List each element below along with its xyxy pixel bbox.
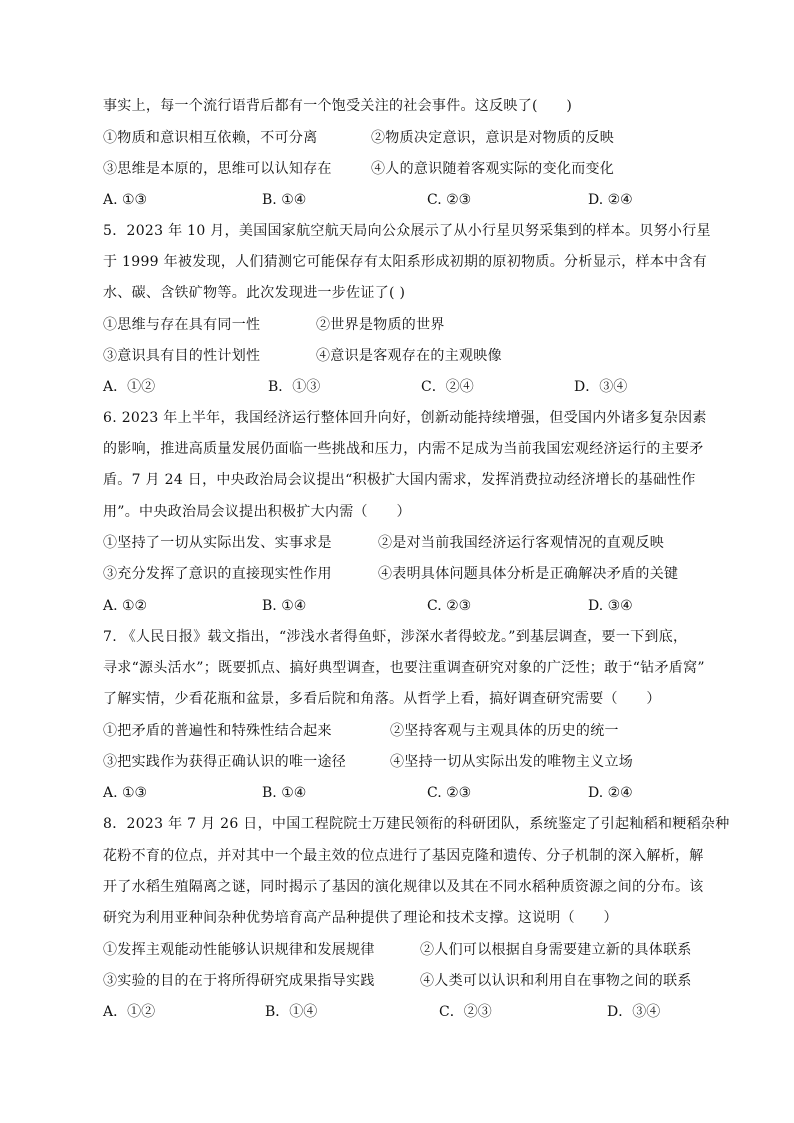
choice-a: A. ①③ — [103, 192, 148, 208]
question-stem-line: 6. 2023 年上半年，我国经济运行整体回升向好，创新动能持续增强，但受国内外诸多复杂因素 — [103, 410, 707, 426]
statement-3: ③实验的目的在于将所得研究成果指导实践 — [103, 973, 375, 989]
question-stem-line: 开了水稻生殖隔离之谜，同时揭示了基因的演化规律以及其在不同水稻种质资源之间的分布。该 — [103, 879, 704, 895]
statement-2: ②人们可以根据自身需要建立新的具体联系 — [420, 942, 692, 958]
choice-b: B. ①④ — [262, 785, 307, 801]
statement-4: ④人的意识随着客观实际的变化而变化 — [371, 161, 615, 177]
question-stem-line: 5．2023 年 10 月，美国国家航空航天局向公众展示了从小行星贝努采集到的样本。贝努小行星 — [103, 223, 711, 239]
question-stem-line: 7. 《人民日报》载文指出，“涉浅水者得鱼虾，涉深水者得蛟龙。”到基层调查，要一下到底， — [103, 629, 688, 645]
question-stem-line: 用”。中央政治局会议提出积极扩大内需（ ） — [103, 504, 411, 520]
choice-b: B．①③ — [268, 379, 321, 395]
choice-c: C. ②③ — [427, 192, 472, 208]
statement-1: ①坚持了一切从实际出发、实事求是 — [103, 535, 332, 551]
question-stem-line: 8．2023 年 7 月 26 日，中国工程院院士万建民领衔的科研团队，系统鉴定了引起籼稻和粳稻杂种 — [103, 816, 730, 832]
question-stem-line: 事实上，每一个流行语背后都有一个饱受关注的社会事件。这反映了( ) — [103, 98, 573, 114]
choice-a: A．①② — [103, 1004, 156, 1020]
statement-3: ③把实践作为获得正确认识的唯一途径 — [103, 754, 347, 770]
statement-1: ①发挥主观能动性能够认识规律和发展规律 — [103, 942, 375, 958]
choice-a: A. ①③ — [103, 785, 148, 801]
choice-b: B．①④ — [265, 1004, 318, 1020]
question-stem-line: 于 1999 年被发现，人们猜测它可能保存有太阳系形成初期的原初物质。分析显示，样本中含有 — [103, 254, 708, 270]
statement-3: ③意识具有目的性计划性 — [103, 348, 261, 364]
statement-4: ④意识是客观存在的主观映像 — [316, 348, 502, 364]
statement-4: ④坚持一切从实际出发的唯物主义立场 — [390, 754, 634, 770]
choice-c: C. ②③ — [427, 598, 472, 614]
question-stem-line: 寻求“源头活水”；既要抓点、搞好典型调查，也要注重调查研究对象的广泛性；敢于“钻矛盾窝” — [103, 660, 705, 676]
statement-2: ②是对当前我国经济运行客观情况的直观反映 — [378, 535, 664, 551]
statement-4: ④表明具体问题具体分析是正确解决矛盾的关键 — [378, 566, 679, 582]
question-stem-line: 研究为利用亚种间杂种优势培育高产品种提供了理论和技术支撑。这说明（ ） — [103, 910, 618, 926]
choice-c: C．②④ — [421, 379, 474, 395]
choice-c: C．②③ — [439, 1004, 492, 1020]
question-stem-line: 花粉不育的位点，并对其中一个最主效的位点进行了基因克隆和遗传、分子机制的深入解析，解 — [103, 848, 704, 864]
statement-2: ②世界是物质的世界 — [316, 317, 445, 333]
choice-d: D. ②④ — [588, 785, 633, 801]
choice-a: A．①② — [103, 379, 156, 395]
statement-4: ④人类可以认识和利用自在事物之间的联系 — [420, 973, 692, 989]
choice-b: B. ①④ — [262, 192, 307, 208]
choice-d: D. ③④ — [588, 598, 633, 614]
statement-1: ①物质和意识相互依赖，不可分离 — [103, 130, 318, 146]
question-stem-line: 了解实情，少看花瓶和盆景，多看后院和角落。从哲学上看，搞好调查研究需要（ ） — [103, 691, 661, 707]
choice-c: C. ②③ — [427, 785, 472, 801]
choice-d: D. ②④ — [588, 192, 633, 208]
choice-d: D．③④ — [574, 379, 628, 395]
statement-2: ②坚持客观与主观具体的历史的统一 — [390, 723, 619, 739]
statement-3: ③思维是本原的，思维可以认知存在 — [103, 161, 332, 177]
statement-2: ②物质决定意识，意识是对物质的反映 — [371, 130, 615, 146]
choice-a: A. ①② — [103, 598, 148, 614]
question-stem-line: 的影响，推进高质量发展仍面临一些挑战和压力，内需不足成为当前我国宏观经济运行的主要矛 — [103, 441, 704, 457]
question-stem-line: 盾。7 月 24 日，中央政治局会议提出“积极扩大国内需求，发挥消费拉动经济增长的基础性作 — [103, 472, 696, 488]
question-stem-line: 水、碳、含铁矿物等。此次发现进一步佐证了( ) — [103, 285, 406, 301]
choice-b: B. ①④ — [262, 598, 307, 614]
statement-1: ①思维与存在具有同一性 — [103, 317, 261, 333]
choice-d: D．③④ — [607, 1004, 661, 1020]
statement-1: ①把矛盾的普遍性和特殊性结合起来 — [103, 723, 332, 739]
statement-3: ③充分发挥了意识的直接现实性作用 — [103, 566, 332, 582]
